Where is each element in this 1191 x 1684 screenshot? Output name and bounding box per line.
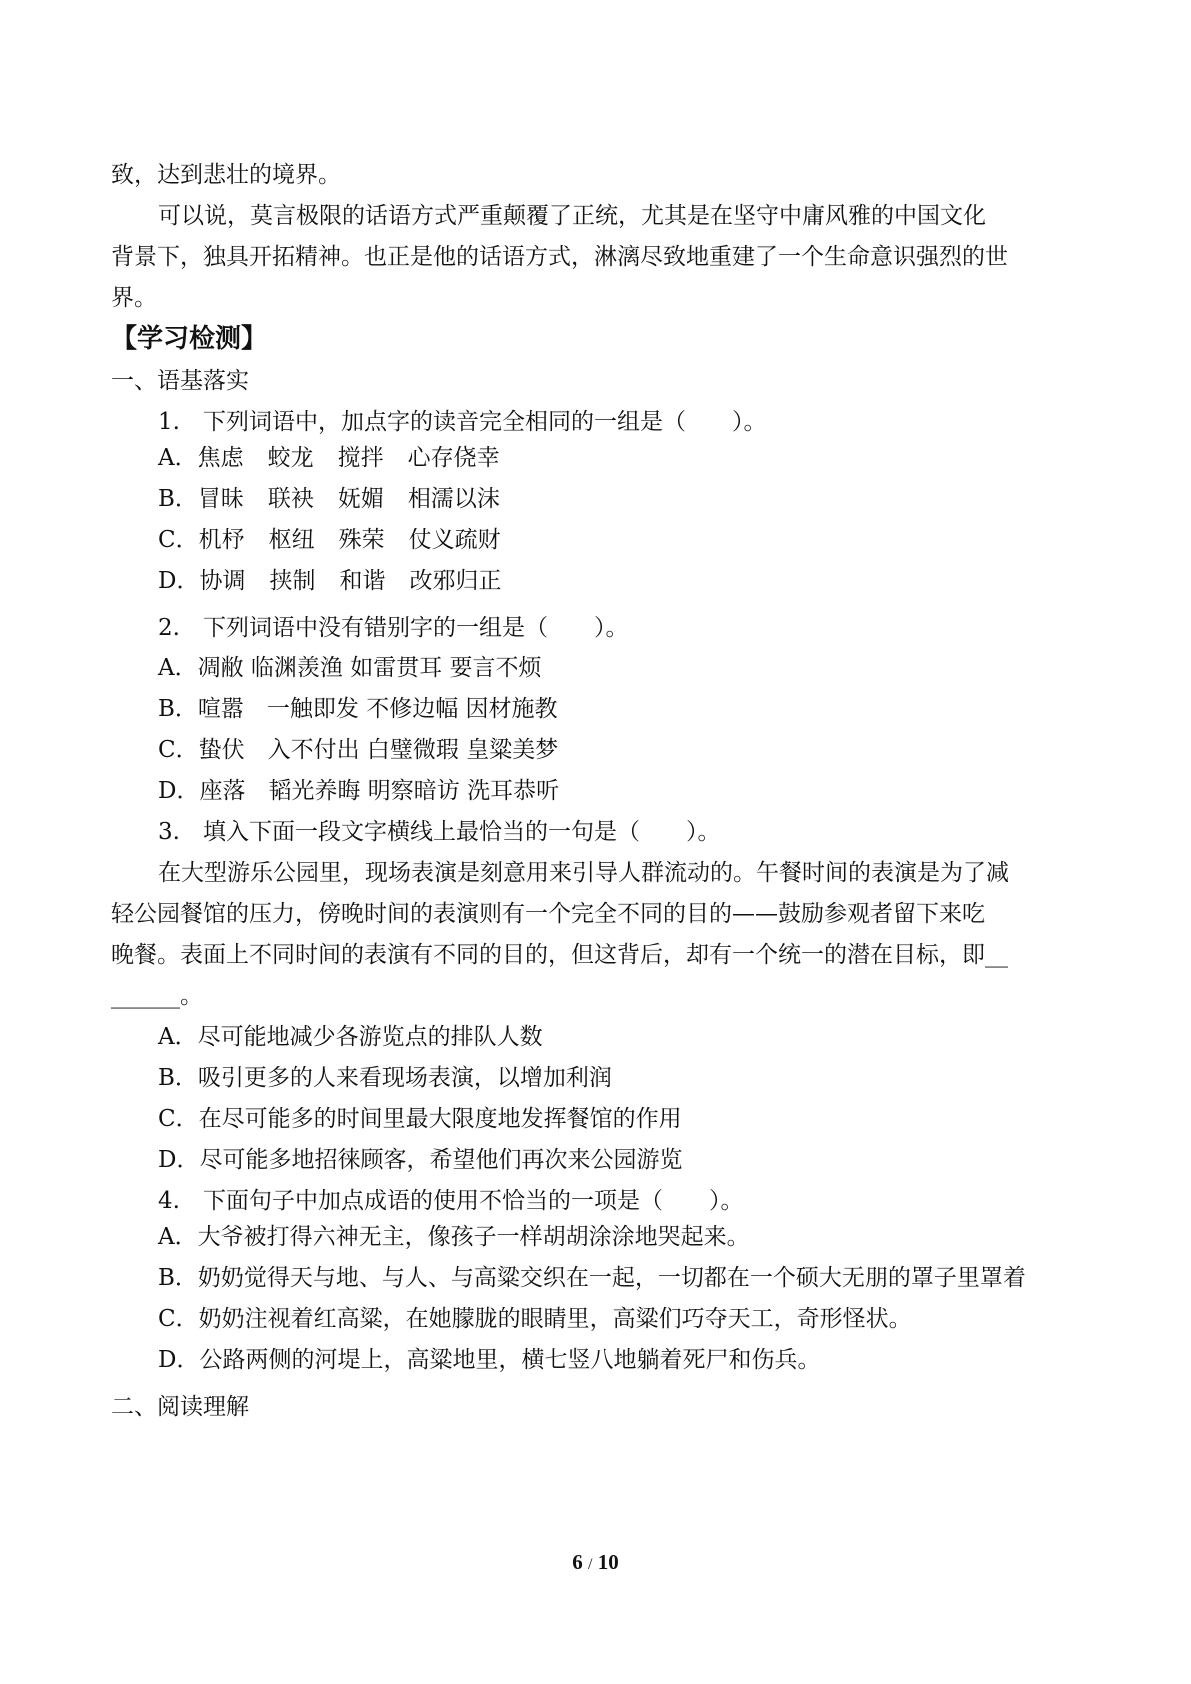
page-number [0,1550,1191,1575]
q3-option-c: C．在尽可能多的时间里最大限度地发挥餐馆的作用 [158,1106,682,1132]
passage-line-4: 界。 [111,285,157,311]
passage-line-1: 致，达到悲壮的境界。 [111,162,341,188]
part1-title: 一、语基落实 [111,368,249,394]
option-word: 焦虑 [197,445,244,471]
q4-option-b: B．奶奶觉得天与地、与人、与高粱交织在一起，一切都在一个硕大无朋的罩子里罩着 [158,1265,1026,1291]
option-letter: A． [158,445,198,471]
q2-stem: 2. 下列词语中没有错别字的一组是（ ）。 [158,615,629,641]
section-heading: 【学习检测】 [111,324,268,354]
option-word: 机杼 [198,527,245,553]
option-word: 协调 [199,568,246,594]
option-word: 改邪归正 [409,568,502,594]
q3-option-d: D．尽可能多地招徕顾客，希望他们再次来公园游览 [158,1147,683,1173]
q1-option-a [158,443,524,473]
q4-option-a: A．大爷被打得六神无主，像孩子一样胡胡涂涂地哭起来。 [158,1224,750,1250]
option-letter: B． [158,486,198,512]
total-pages: 10 [597,1550,619,1574]
q1-option-b [158,484,524,514]
q1-option-d [158,566,525,596]
option-word: 殊荣 [338,527,385,553]
q3-paragraph-line-4: ______。 [111,983,203,1009]
part2-title: 二、阅读理解 [111,1394,249,1420]
page-separator: / [588,1556,593,1573]
q1-option-c [158,525,525,555]
option-word: 相濡以沫 [407,486,500,512]
q4-stem: 4. 下面句子中加点成语的使用不恰当的一项是（ ）。 [158,1188,744,1214]
option-word: 和谐 [339,568,386,594]
passage-line-2: 可以说，莫言极限的话语方式严重颠覆了正统，尤其是在坚守中庸风雅的中国文化 [158,203,986,229]
q2-option-b: B．喧嚣 一触即发 不修边幅 因材施教 [158,696,558,722]
option-word: 枢纽 [268,527,315,553]
option-word: 挟制 [269,568,316,594]
q2-option-d: D．座落 韬光养晦 明察暗访 洗耳恭听 [158,778,560,804]
q2-option-c: C．蛰伏 入不付出 白璧微瑕 皇粱美梦 [158,737,559,763]
q4-option-d: D．公路两侧的河堤上，高粱地里，横七竖八地躺着死尸和伤兵。 [158,1347,821,1373]
q3-paragraph-line-1: 在大型游乐公园里，现场表演是刻意用来引导人群流动的。午餐时间的表演是为了减 [158,860,1009,886]
option-letter: C． [158,527,199,553]
option-word: 冒昧 [197,486,244,512]
option-word: 联袂 [267,486,314,512]
option-word: 搅拌 [337,445,384,471]
option-word: 仗义疏财 [408,527,501,553]
q3-stem: 3. 填入下面一段文字横线上最恰当的一句是（ ）。 [158,819,721,845]
q2-option-a: A．凋敝 临渊羡渔 如雷贯耳 要言不烦 [158,655,542,681]
option-letter: D． [158,568,200,594]
passage-line-3: 背景下，独具开拓精神。也正是他的话语方式，淋漓尽致地重建了一个生命意识强烈的世 [111,244,1008,270]
option-word: 心存侥幸 [407,445,500,471]
q3-option-b: B．吸引更多的人来看现场表演，以增加利润 [158,1065,612,1091]
current-page: 6 [572,1550,583,1574]
q3-paragraph-line-3: 晚餐。表面上不同时间的表演有不同的目的，但这背后，却有一个统一的潜在目标，即__ [111,942,1008,968]
option-word: 妩媚 [337,486,384,512]
q4-option-c: C．奶奶注视着红高粱，在她朦胧的眼睛里，高粱们巧夺天工，奇形怪状。 [158,1306,912,1332]
q1-stem: 1. 下列词语中，加点字的读音完全相同的一组是（ ）。 [158,409,767,435]
q3-paragraph-line-2: 轻公园餐馆的压力，傍晚时间的表演则有一个完全不同的目的——鼓励参观者留下来吃 [111,901,985,927]
q3-option-a: A．尽可能地减少各游览点的排队人数 [158,1024,543,1050]
option-word: 蛟龙 [267,445,314,471]
